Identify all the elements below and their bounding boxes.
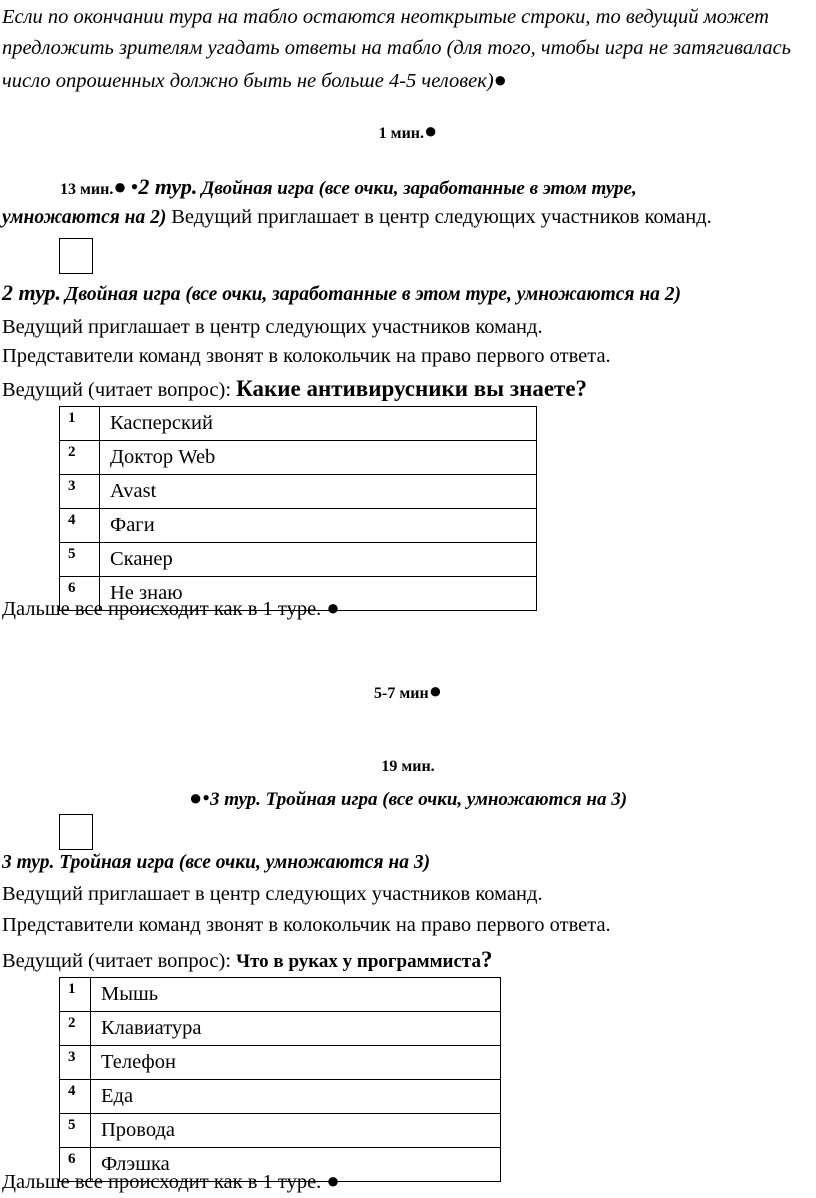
checkbox-placeholder[interactable] [59, 238, 93, 274]
table-row [60, 509, 537, 543]
answer-number: 4 [60, 1080, 91, 1114]
round2-answers-table [59, 406, 537, 611]
answer-number: 5 [60, 1114, 91, 1148]
answer-text: Сканер [100, 543, 537, 577]
answer-number: 1 [60, 407, 100, 441]
answer-number: 4 [60, 509, 100, 543]
answer-text: Avast [100, 475, 537, 509]
table-row [60, 441, 537, 475]
round2-heading: 13 мин.● •2 тур. Двойная игра (все очки, заработанные в этом туре, [60, 174, 637, 199]
round2-title-cont: умножаются на 2) [2, 207, 167, 228]
bullet-icon: • [202, 785, 210, 810]
round2-title: 2 тур. Двойная игра (все очки, заработанные в этом туре, умножаются на 2) [2, 280, 682, 305]
answer-text: Клавиатура [91, 1012, 501, 1046]
answer-number: 6 [60, 577, 100, 611]
table-row [60, 475, 537, 509]
table-row [60, 1012, 501, 1046]
timer-3: 19 мин. [381, 758, 435, 775]
answer-text: Касперский [100, 407, 537, 441]
table-row [60, 543, 537, 577]
bullet-icon: ● [188, 785, 203, 810]
round3-line2: Представители команд звонят в колокольчик на право первого ответа. [2, 914, 611, 936]
round2-line1: Ведущий приглашает в центр следующих участников команд. [2, 316, 543, 338]
answer-text: Телефон [91, 1046, 501, 1080]
answer-text: Провода [91, 1114, 501, 1148]
answer-text: Доктор Web [100, 441, 537, 475]
round3-after: Дальше все происходит как в 1 туре. ● [2, 1168, 340, 1193]
answer-text: Не знаю [100, 577, 537, 611]
table-row [60, 1080, 501, 1114]
round3-line1: Ведущий приглашает в центр следующих участников команд. [2, 883, 543, 905]
round2-question-line: Ведущий (читает вопрос): Какие антивирусники вы знаете? [2, 376, 588, 401]
answer-text: Флэшка [91, 1148, 501, 1182]
intro-text: Если по окончании тура на табло остаются неоткрытые строки, то ведущий может предложить зрителям угадать ответы на табло (для того, чтобы игра не затягивалась число опрошенных должно быть не больше 4-5 человек) [2, 6, 792, 92]
bullet-icon: ● [424, 118, 438, 143]
bullet-icon: ● [428, 678, 442, 703]
table-row [60, 978, 501, 1012]
round3-title: 3 тур. Тройная игра (все очки, умножаются на 3) [2, 852, 431, 873]
answer-text: Мышь [91, 978, 501, 1012]
timer-1: 1 мин.● [378, 118, 438, 143]
round3-answers-table [59, 977, 501, 1182]
table-row [60, 1046, 501, 1080]
round3-question: Что в руках у программиста [236, 951, 481, 972]
table-row [60, 407, 537, 441]
answer-number: 2 [60, 1012, 91, 1046]
answer-number: 3 [60, 1046, 91, 1080]
checkbox-placeholder[interactable] [59, 814, 93, 850]
answer-number: 1 [60, 978, 91, 1012]
intro-paragraph [2, 2, 814, 97]
answer-number: 2 [60, 441, 100, 475]
round2-question: Какие антивирусники вы знаете? [236, 376, 588, 401]
answer-number: 6 [60, 1148, 91, 1182]
round3-heading: ●•3 тур. Тройная игра (все очки, умножаются на 3) [188, 785, 628, 810]
round2-after: Дальше все происходит как в 1 туре. ● [2, 595, 340, 620]
answer-number: 3 [60, 475, 100, 509]
timer-2: 5-7 мин● [374, 678, 442, 703]
table-row [60, 1114, 501, 1148]
bullet-icon: ● [326, 595, 340, 620]
round2-line2: Представители команд звонят в колокольчик на право первого ответа. [2, 345, 611, 367]
answer-text: Еда [91, 1080, 501, 1114]
bullet-icon: ● [493, 67, 507, 92]
bullet-icon: ● [113, 174, 127, 199]
bullet-icon: ● [326, 1168, 340, 1193]
bullet-icon: • [130, 174, 139, 199]
round3-question-line: Ведущий (читает вопрос): Что в руках у программиста? [2, 947, 493, 972]
answer-text: Фаги [100, 509, 537, 543]
answer-number: 5 [60, 543, 100, 577]
